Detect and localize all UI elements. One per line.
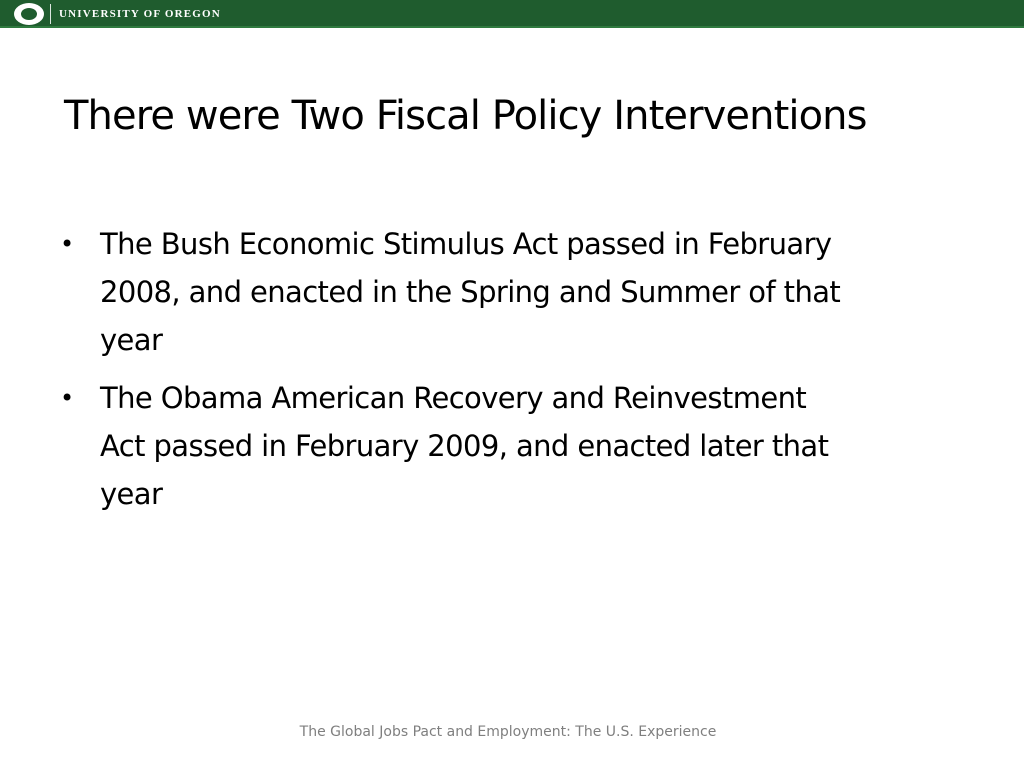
bullet-icon: • bbox=[60, 384, 74, 412]
footer bbox=[0, 722, 1024, 742]
bullet-icon: • bbox=[60, 230, 74, 258]
slide-title: There were Two Fiscal Policy Interventions bbox=[64, 93, 867, 139]
header-divider bbox=[50, 4, 51, 24]
bullet-line: The Obama American Recovery and Reinvestment bbox=[100, 381, 807, 415]
bullet-item-bush-act bbox=[60, 220, 960, 364]
bullet-line: year bbox=[100, 323, 163, 357]
bullet-line: year bbox=[100, 477, 163, 511]
bullet-item-obama-act bbox=[60, 374, 960, 518]
footer-text: The Global Jobs Pact and Employment: The U.S. Experience bbox=[299, 724, 717, 740]
bullet-line: Act passed in February 2009, and enacted later that bbox=[100, 429, 829, 463]
bullet-list bbox=[60, 220, 960, 528]
university-name: UNIVERSITY OF OREGON bbox=[59, 8, 221, 20]
bullet-line: 2008, and enacted in the Spring and Summer of that bbox=[100, 275, 841, 309]
header-bar bbox=[0, 0, 1024, 28]
bullet-line: The Bush Economic Stimulus Act passed in February bbox=[100, 227, 832, 261]
o-logo-icon bbox=[14, 3, 44, 25]
